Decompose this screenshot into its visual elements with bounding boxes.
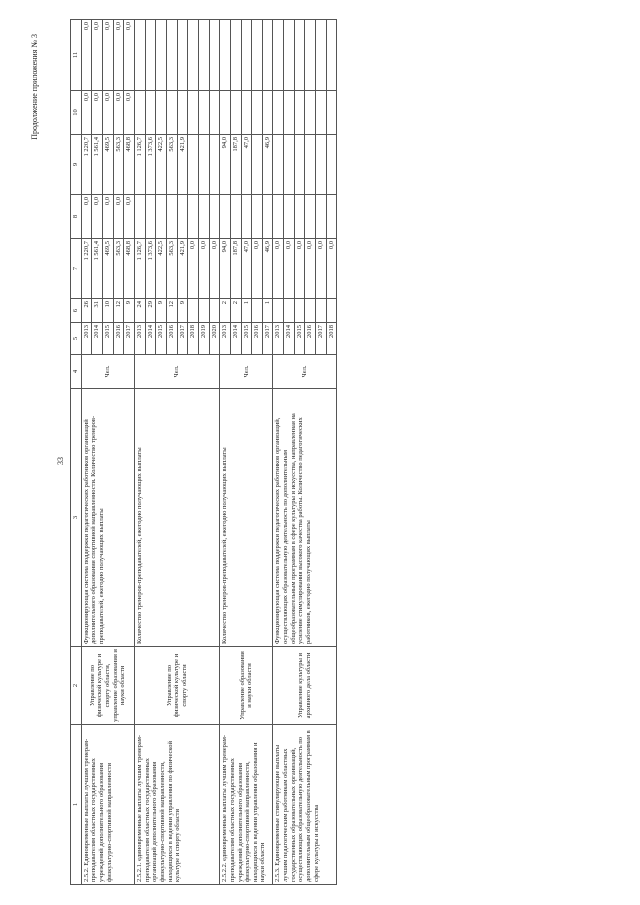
count-cell: 9 — [177, 299, 188, 323]
count-cell: 29 — [145, 299, 156, 323]
local-cell — [198, 91, 209, 135]
total-cell: 563,3 — [113, 239, 124, 299]
regional-cell — [294, 135, 305, 195]
total-cell: 468,8 — [124, 239, 135, 299]
local-cell — [166, 91, 177, 135]
column-number: 4 — [71, 355, 82, 389]
regional-cell — [284, 135, 295, 195]
federal-cell: 0,0 — [92, 195, 103, 239]
unit: Чел. — [134, 355, 219, 389]
regional-cell — [305, 135, 316, 195]
indicator-description: Функционирующая система поддержки педагогических работников организаций, осуществляющих образовательную деятельность по дополнительным общеобразовательным программам в сфере культуры и искусства, направленная на усиление стимулирования высокого качества работы. Количество педагогических работников, ежегодно получающих выплаты — [273, 389, 337, 647]
local-cell — [220, 91, 231, 135]
year-cell: 2017 — [262, 323, 273, 355]
table-row — [220, 20, 231, 885]
executor: Управление по физической культуре и спорту области — [134, 647, 219, 725]
federal-cell — [166, 195, 177, 239]
count-cell: 12 — [113, 299, 124, 323]
local-cell — [241, 91, 252, 135]
table-row — [81, 20, 92, 885]
total-cell: 47,0 — [241, 239, 252, 299]
other-cell — [156, 20, 167, 91]
count-cell: 1 — [241, 299, 252, 323]
total-cell: 421,9 — [177, 239, 188, 299]
count-cell: 1 — [262, 299, 273, 323]
indicator-description: Количество тренеров-преподавателей, ежегодно получающих выплаты — [134, 389, 219, 647]
federal-cell: 0,0 — [124, 195, 135, 239]
count-cell — [294, 299, 305, 323]
local-cell — [252, 91, 263, 135]
other-cell: 0,0 — [81, 20, 92, 91]
federal-cell — [134, 195, 145, 239]
federal-cell — [273, 195, 284, 239]
regional-cell — [326, 135, 337, 195]
total-cell: 0,0 — [209, 239, 220, 299]
count-cell — [252, 299, 263, 323]
regional-cell: 187,8 — [230, 135, 241, 195]
local-cell — [134, 91, 145, 135]
count-cell — [198, 299, 209, 323]
year-cell: 2017 — [124, 323, 135, 355]
column-number: 6 — [71, 299, 82, 323]
total-cell: 422,5 — [156, 239, 167, 299]
total-cell: 0,0 — [294, 239, 305, 299]
local-cell — [262, 91, 273, 135]
regional-cell: 422,5 — [156, 135, 167, 195]
federal-cell: 0,0 — [102, 195, 113, 239]
column-number: 1 — [71, 725, 82, 885]
federal-cell — [326, 195, 337, 239]
total-cell: 1 373,6 — [145, 239, 156, 299]
regional-cell: 563,3 — [113, 135, 124, 195]
local-cell: 0,0 — [92, 91, 103, 135]
federal-cell — [198, 195, 209, 239]
other-cell — [198, 20, 209, 91]
total-cell: 187,8 — [230, 239, 241, 299]
other-cell: 0,0 — [102, 20, 113, 91]
count-cell — [273, 299, 284, 323]
local-cell — [177, 91, 188, 135]
federal-cell — [188, 195, 199, 239]
total-cell: 0,0 — [326, 239, 337, 299]
total-cell: 0,0 — [198, 239, 209, 299]
federal-cell — [262, 195, 273, 239]
column-number: 8 — [71, 195, 82, 239]
total-cell: 46,9 — [262, 239, 273, 299]
local-cell — [188, 91, 199, 135]
regional-cell — [198, 135, 209, 195]
count-cell: 2 — [230, 299, 241, 323]
year-cell: 2015 — [241, 323, 252, 355]
other-cell: 0,0 — [124, 20, 135, 91]
count-cell: 31 — [92, 299, 103, 323]
other-cell — [316, 20, 327, 91]
total-cell: 0,0 — [252, 239, 263, 299]
count-cell: 12 — [166, 299, 177, 323]
continuation-note: Продолжение приложения № 3 — [30, 34, 39, 140]
year-cell: 2013 — [81, 323, 92, 355]
count-cell: 9 — [124, 299, 135, 323]
year-cell: 2013 — [273, 323, 284, 355]
year-cell: 2020 — [209, 323, 220, 355]
regional-cell — [252, 135, 263, 195]
federal-cell — [316, 195, 327, 239]
federal-cell — [294, 195, 305, 239]
total-cell: 563,3 — [166, 239, 177, 299]
year-cell: 2015 — [294, 323, 305, 355]
count-cell: 26 — [81, 299, 92, 323]
count-cell — [305, 299, 316, 323]
local-cell — [284, 91, 295, 135]
total-cell: 0,0 — [188, 239, 199, 299]
federal-cell: 0,0 — [113, 195, 124, 239]
measure-name: 2.5.3. Единовременные стимулирующие выплаты лучшим педагогическим работникам областных государственных образовательных организаций, осуществляющих образовательную деятельность по дополнительным общеобразовательным программам в сфере культуры и искусства — [273, 725, 337, 885]
regional-cell — [188, 135, 199, 195]
year-cell: 2014 — [284, 323, 295, 355]
count-cell — [284, 299, 295, 323]
unit: Чел. — [220, 355, 273, 389]
count-cell — [326, 299, 337, 323]
other-cell — [188, 20, 199, 91]
other-cell — [273, 20, 284, 91]
count-cell — [188, 299, 199, 323]
column-number: 5 — [71, 323, 82, 355]
year-cell: 2016 — [113, 323, 124, 355]
local-cell — [273, 91, 284, 135]
local-cell: 0,0 — [102, 91, 113, 135]
measure-name: 2.5.2. Единовременные выплаты лучшим тренерам-преподавателям областных государственных учреждений дополнительного образования физкультурно-спортивной направленности — [81, 725, 134, 885]
local-cell: 0,0 — [124, 91, 135, 135]
measure-name: 2.5.2.1. единовременные выплаты лучшим тренерам-преподавателям областных государственных организаций дополнительного образования физкультурно-спортивной направленности, находящихся в ведении управления по физической культуре и спорту области — [134, 725, 219, 885]
total-cell: 0,0 — [273, 239, 284, 299]
measure-name: 2.5.2.2. единовременные выплаты лучшим тренерам-преподавателям областных государственных учреждений дополнительного образования физкультурно-спортивной направленности, находящихся в ведении управления образования и науки области — [220, 725, 273, 885]
year-cell: 2017 — [316, 323, 327, 355]
local-cell — [294, 91, 305, 135]
regional-cell: 468,8 — [124, 135, 135, 195]
other-cell: 0,0 — [113, 20, 124, 91]
year-cell: 2018 — [188, 323, 199, 355]
other-cell — [166, 20, 177, 91]
federal-cell — [209, 195, 220, 239]
year-cell: 2016 — [252, 323, 263, 355]
year-cell: 2013 — [134, 323, 145, 355]
program-table — [70, 19, 337, 885]
local-cell — [316, 91, 327, 135]
column-number: 9 — [71, 135, 82, 195]
other-cell — [284, 20, 295, 91]
other-cell — [220, 20, 231, 91]
year-cell: 2016 — [166, 323, 177, 355]
year-cell: 2017 — [177, 323, 188, 355]
other-cell — [241, 20, 252, 91]
regional-cell: 469,5 — [102, 135, 113, 195]
year-cell: 2014 — [92, 323, 103, 355]
total-cell: 0,0 — [305, 239, 316, 299]
unit: Чел. — [81, 355, 134, 389]
other-cell — [326, 20, 337, 91]
federal-cell — [252, 195, 263, 239]
column-number: 2 — [71, 647, 82, 725]
other-cell — [262, 20, 273, 91]
column-number: 7 — [71, 239, 82, 299]
regional-cell — [273, 135, 284, 195]
year-cell: 2015 — [156, 323, 167, 355]
table-row — [273, 20, 284, 885]
local-cell — [230, 91, 241, 135]
page-number: 33 — [56, 457, 65, 465]
column-number: 11 — [71, 20, 82, 91]
regional-cell: 1 373,6 — [145, 135, 156, 195]
count-cell: 9 — [156, 299, 167, 323]
local-cell — [145, 91, 156, 135]
other-cell — [294, 20, 305, 91]
indicator-description: Количество тренеров-преподавателей, ежегодно получающих выплаты — [220, 389, 273, 647]
count-cell — [209, 299, 220, 323]
total-cell: 1 220,7 — [81, 239, 92, 299]
federal-cell — [241, 195, 252, 239]
federal-cell: 0,0 — [81, 195, 92, 239]
executor: Управление культуры и архивного дела области — [273, 647, 337, 725]
column-number: 10 — [71, 91, 82, 135]
year-cell: 2015 — [102, 323, 113, 355]
regional-cell: 563,3 — [166, 135, 177, 195]
total-cell: 94,0 — [220, 239, 231, 299]
local-cell — [305, 91, 316, 135]
indicator-description: Функционирующая система поддержки педагогических работников организаций дополнительного образования спортивной направленности. Количество тренеров-преподавателей, ежегодно получающих выплаты — [81, 389, 134, 647]
other-cell — [177, 20, 188, 91]
year-cell: 2019 — [198, 323, 209, 355]
local-cell — [209, 91, 220, 135]
other-cell — [230, 20, 241, 91]
federal-cell — [305, 195, 316, 239]
unit: Чел. — [273, 355, 337, 389]
other-cell: 0,0 — [92, 20, 103, 91]
year-cell: 2014 — [145, 323, 156, 355]
year-cell: 2018 — [326, 323, 337, 355]
table-body — [71, 20, 337, 885]
regional-cell: 47,0 — [241, 135, 252, 195]
regional-cell: 421,9 — [177, 135, 188, 195]
year-cell: 2016 — [305, 323, 316, 355]
count-cell — [316, 299, 327, 323]
regional-cell: 46,9 — [262, 135, 273, 195]
column-number-row — [71, 20, 82, 885]
federal-cell — [145, 195, 156, 239]
federal-cell — [220, 195, 231, 239]
federal-cell — [177, 195, 188, 239]
total-cell: 1 561,4 — [92, 239, 103, 299]
total-cell: 0,0 — [316, 239, 327, 299]
table-row — [134, 20, 145, 885]
local-cell — [156, 91, 167, 135]
local-cell — [326, 91, 337, 135]
other-cell — [252, 20, 263, 91]
local-cell: 0,0 — [113, 91, 124, 135]
local-cell: 0,0 — [81, 91, 92, 135]
other-cell — [305, 20, 316, 91]
other-cell — [145, 20, 156, 91]
year-cell: 2013 — [220, 323, 231, 355]
other-cell — [134, 20, 145, 91]
regional-cell: 1 220,7 — [81, 135, 92, 195]
year-cell: 2014 — [230, 323, 241, 355]
count-cell: 10 — [102, 299, 113, 323]
regional-cell — [209, 135, 220, 195]
count-cell: 24 — [134, 299, 145, 323]
federal-cell — [156, 195, 167, 239]
federal-cell — [284, 195, 295, 239]
regional-cell: 1 561,4 — [92, 135, 103, 195]
count-cell: 2 — [220, 299, 231, 323]
federal-cell — [230, 195, 241, 239]
executor: Управление по физической культуре и спорту области, управление образования и науки области — [81, 647, 134, 725]
regional-cell — [316, 135, 327, 195]
executor: Управление образования и науки области — [220, 647, 273, 725]
total-cell: 1 126,7 — [134, 239, 145, 299]
regional-cell: 1 126,7 — [134, 135, 145, 195]
regional-cell: 94,0 — [220, 135, 231, 195]
column-number: 3 — [71, 389, 82, 647]
other-cell — [209, 20, 220, 91]
total-cell: 469,5 — [102, 239, 113, 299]
total-cell: 0,0 — [284, 239, 295, 299]
